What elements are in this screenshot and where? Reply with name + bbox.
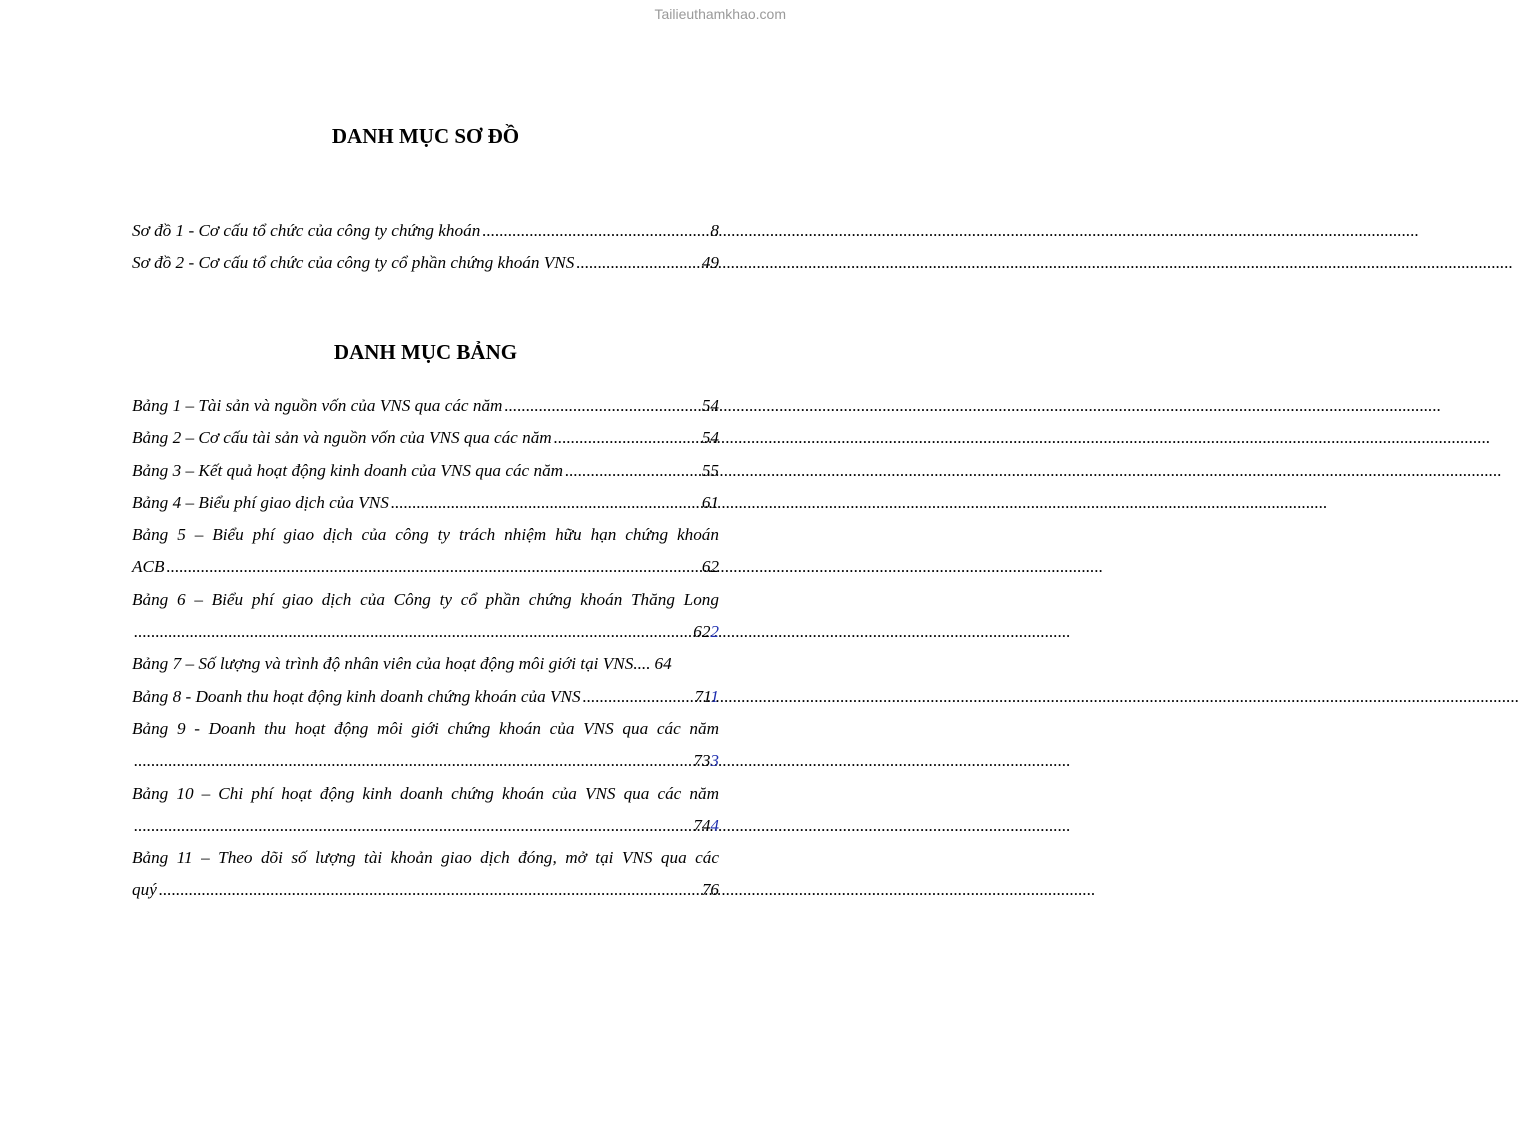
table-entry[interactable] [132,455,719,487]
table-entry[interactable] [132,778,719,843]
table-entry[interactable] [132,648,719,680]
diagram-entry[interactable] [132,215,719,247]
entry-text: Bảng 1 – Tài sản và nguồn vốn của VNS qua các năm [132,396,503,415]
table-list [132,390,719,907]
leader-dots [504,390,699,422]
leader-dots [166,551,699,583]
entry-text: Bảng 4 – Biểu phí giao dịch của VNS [132,492,389,512]
table-entry[interactable] [132,487,719,519]
leader-dots [134,616,691,648]
diagram-entry[interactable] [132,247,719,279]
leader-dots [482,215,708,247]
entry-page: 61 [701,492,719,512]
leader-dots [565,455,700,487]
entry-page: 8 [710,221,719,240]
entry-text: Bảng 6 – Biểu phí giao dịch của Công ty cổ phần chứng khoán Thăng Long [132,589,719,609]
entry-page: 64 [654,654,672,674]
leader-dots [134,810,691,842]
entry-text: Bảng 5 – Biểu phí giao dịch của công ty trách nhiệm hữu hạn chứng khoán [132,525,719,545]
entry-page: 54 [701,396,719,415]
table-entry[interactable] [132,842,719,907]
entry-text: Sơ đồ 1 - Cơ cấu tổ chức của công ty chứng khoán [132,221,481,240]
entry-text: Bảng 9 - Doanh thu hoạt động môi giới chứng khoán của VNS qua các năm [132,718,719,738]
entry-page: 49 [701,253,719,273]
entry-text-continued: ACB [132,557,165,577]
leader-dots [159,874,700,906]
entry-text: Bảng 11 – Theo dõi số lượng tài khoản giao dịch đóng, mở tại VNS qua các [132,848,719,868]
entry-text: Bảng 10 – Chi phí hoạt động kinh doanh chứng khoán của VNS qua các năm [132,783,719,803]
leader-dots [134,745,691,777]
leader-dots [554,422,700,454]
leader-dots [583,681,693,713]
page-link-digit[interactable]: 1 [710,686,719,706]
entry-page: 76 [701,880,719,900]
table-entry[interactable] [132,422,719,454]
leader-dots [391,487,700,519]
entry-page: 622 [693,622,719,642]
leader-dots [576,247,699,279]
page-link-digit[interactable]: 2 [710,622,719,642]
entry-page: 62 [701,557,719,577]
table-entry[interactable] [132,584,719,649]
entry-text: Bảng 8 - Doanh thu hoạt động kinh doanh chứng khoán của VNS [132,686,581,706]
entry-text-continued: quý [132,880,157,900]
entry-page: 55 [701,460,719,480]
entry-text: Bảng 2 – Cơ cấu tài sản và nguồn vốn của VNS qua các năm [132,428,552,448]
entry-text: Sơ đồ 2 - Cơ cấu tổ chức của công ty cổ phần chứng khoán VNS [132,253,575,273]
table-list-title: DANH MỤC BẢNG [333,340,518,364]
entry-page: 54 [701,428,719,448]
entry-text: Bảng 7 – Số lượng và trình độ nhân viên của hoạt động môi giới tại VNS.... [132,654,651,674]
table-entry[interactable] [132,390,719,422]
entry-text: Bảng 3 – Kết quả hoạt động kinh doanh của VNS qua các năm [132,460,564,480]
table-entry[interactable] [132,681,719,713]
entry-page: 733 [693,751,719,771]
entry-page: 744 [693,815,719,835]
diagram-list-title: DANH MỤC SƠ ĐỒ [331,124,520,148]
diagram-list [132,215,719,280]
table-entry[interactable] [132,519,719,584]
page-link-digit[interactable]: 3 [710,751,719,771]
page-link-digit[interactable]: 4 [710,815,719,835]
table-entry[interactable] [132,713,719,778]
entry-page: 711 [694,686,719,706]
watermark: Tailieuthamkhao.com [654,6,786,22]
